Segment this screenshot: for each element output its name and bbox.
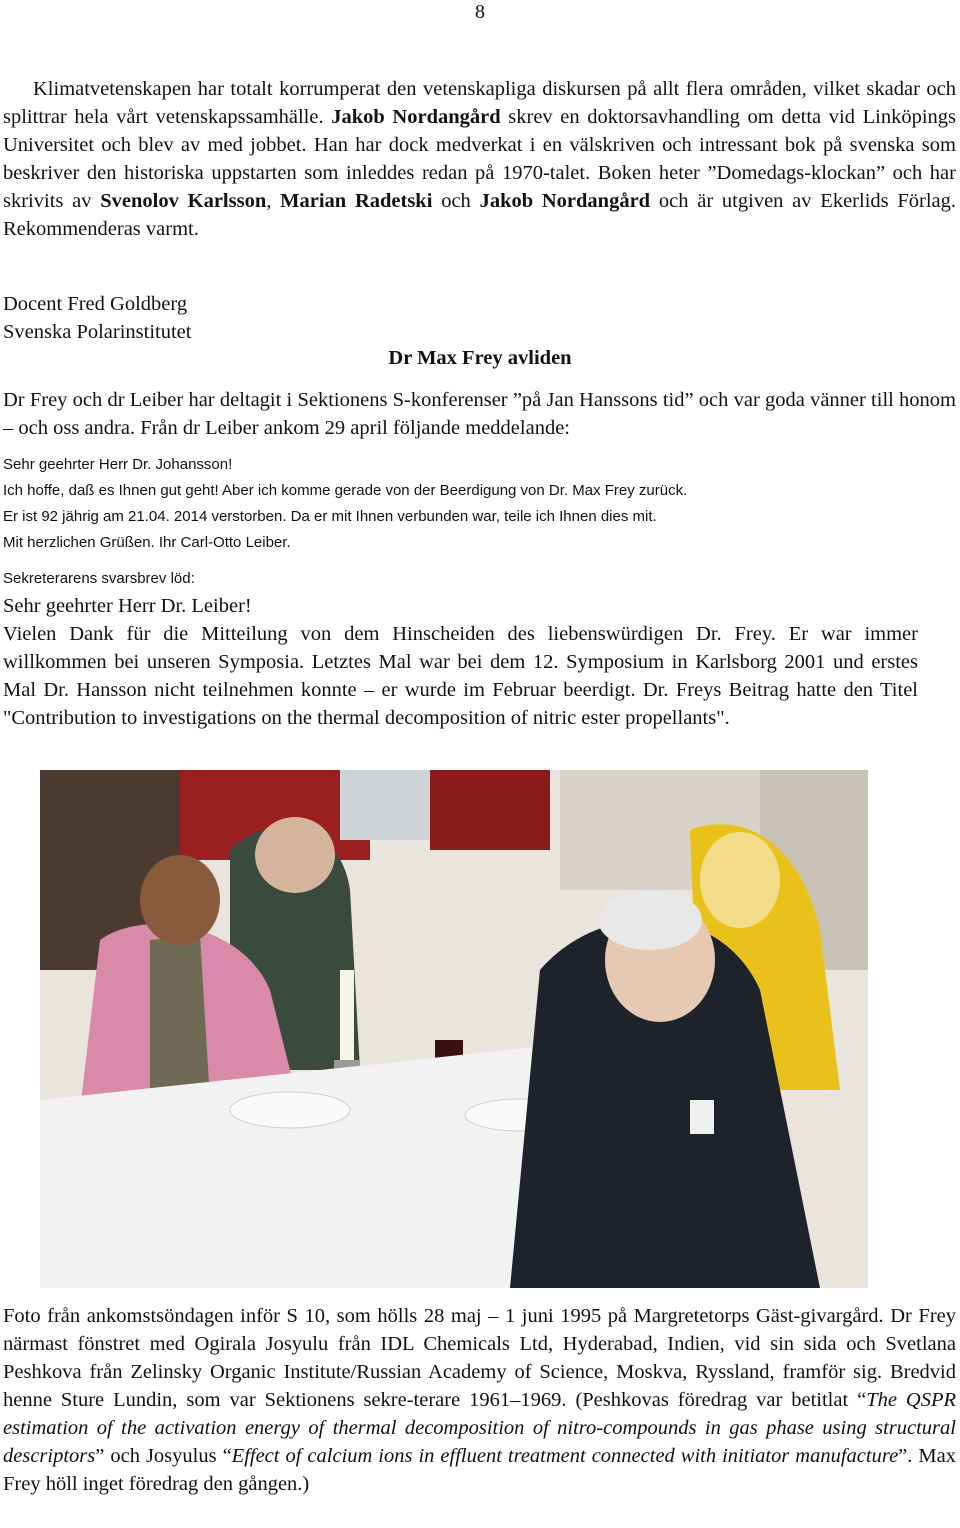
para1-sentence: skrev en doktorsavhandling om detta vid Linköpings Universitet och blev av med jobbet. <box>3 106 957 156</box>
letter-line: Er ist 92 jährig am 21.04. 2014 verstorben. Da er mit Ihnen verbunden war, teile ich Ihnen dies mit. <box>3 508 657 525</box>
man-head-background <box>255 817 335 893</box>
signature-affiliation: Svenska Polarinstitutet <box>3 321 192 343</box>
intro-paragraph <box>3 75 956 243</box>
photo-caption <box>3 1302 956 1498</box>
para1-sentence: och är utgiven av Ekerlids Förlag. Rekommenderas varmt. <box>3 190 957 240</box>
author-nordangard: Jakob Nordangård <box>479 190 651 212</box>
dinner-photo <box>40 770 868 1288</box>
letter-line: Ich hoffe, daß es Ihnen gut geht! Aber ich komme gerade von der Beerdigung von Dr. Max Frey zurück. <box>3 482 688 499</box>
grey-hair <box>598 890 702 950</box>
woman-blonde-hair <box>700 832 780 928</box>
dinner-photo-illustration <box>40 770 868 1288</box>
section-heading: Dr Max Frey avliden <box>388 347 572 369</box>
man-head-front <box>140 855 220 945</box>
para1-sentence: Boken heter ”Domedags-klockan” och har skrivits av <box>3 162 956 212</box>
caption-text: ” och Josyulus “ <box>95 1445 232 1467</box>
reply-letter <box>3 592 918 732</box>
name-badge <box>690 1100 714 1134</box>
caption-text: Foto från ankomstsöndagen inför S 10, som hölls 28 maj – 1 juni 1995 på Margretetorps Gäst-givargård. Dr Frey närmast fönstret med Ogirala Josyulu från IDL Chemicals Ltd, Hyderabad, Indien, vid sin sida och Svetlana Peshkova från Zelinsky Organic Institute/Russian Academy of Science, Moskva, Ryssland, framför sig. Bredvid henne Sture Lundin, som var Sektionens sekre-terare 1961–1969. (Peshkovas föredrag var betitlat “ <box>3 1305 956 1411</box>
para1-name-nordangard: Jakob Nordangård <box>331 106 501 128</box>
letter-greeting: Sehr geehrter Herr Dr. Johansson! <box>3 456 233 473</box>
letter-closing: Mit herzlichen Grüßen. Ihr Carl-Otto Leiber. <box>3 534 291 551</box>
author-separator: , <box>266 190 281 212</box>
signature-name: Docent Fred Goldberg <box>3 293 188 315</box>
caption-title-josyulu: Effect of calcium ions in effluent treatment connected with initiator manufacture <box>231 1445 899 1467</box>
man-vest <box>150 935 210 1100</box>
author-separator: och <box>432 190 480 212</box>
reply-label: Sekreterarens svarsbrev löd: <box>3 570 195 587</box>
page-number: 8 <box>475 1 485 23</box>
dinner-plate <box>230 1092 350 1128</box>
leiber-letter <box>3 452 956 556</box>
para1-sentence: Han har dock medverkat i en välskriven och intressant bok på svenska som beskriver den historiska uppstarten som inleddes redan på 1970-talet. <box>3 134 956 184</box>
curtain-right <box>430 770 550 850</box>
candle <box>340 970 354 1060</box>
reply-greeting: Sehr geehrter Herr Dr. Leiber! <box>3 595 252 617</box>
obituary-paragraph: Dr Frey och dr Leiber har deltagit i Sektionens S-konferenser ”på Jan Hanssons tid” och var goda vänner till honom – och oss andra. Från dr Leiber ankom 29 april följande meddelande: <box>3 389 956 439</box>
author-radetski: Marian Radetski <box>280 190 433 212</box>
signature-block <box>3 290 603 346</box>
caption-title-peshkova: The QSPR estimation of the activation energy of thermal decomposition of nitro-compounds in gas phase using structural descriptors <box>3 1389 956 1467</box>
reply-body: Vielen Dank für die Mitteilung von dem Hinscheiden des liebenswürdigen Dr. Frey. Er war immer willkommen bei unseren Symposia. Letztes Mal war bei dem 12. Symposium in Karlsborg 2001 und erstes Mal Dr. Hansson nicht teilnehmen konnte – er wurde im Februar beerdigt. Dr. Freys Beitrag hatte den Titel "Contribution to investigations on the thermal decomposition of nitric ester propellants". <box>3 623 918 729</box>
window-pane <box>340 770 430 840</box>
para1-sentence: Klimatvetenskapen har totalt korrumperat den vetenskapliga diskursen på allt flera områden, vilket skadar och splittrar hela vårt vetenskapssamhälle. <box>3 78 956 128</box>
author-karlsson: Svenolov Karlsson <box>100 190 267 212</box>
caption-text: ”. Max Frey höll inget föredrag den gången.) <box>3 1445 956 1495</box>
